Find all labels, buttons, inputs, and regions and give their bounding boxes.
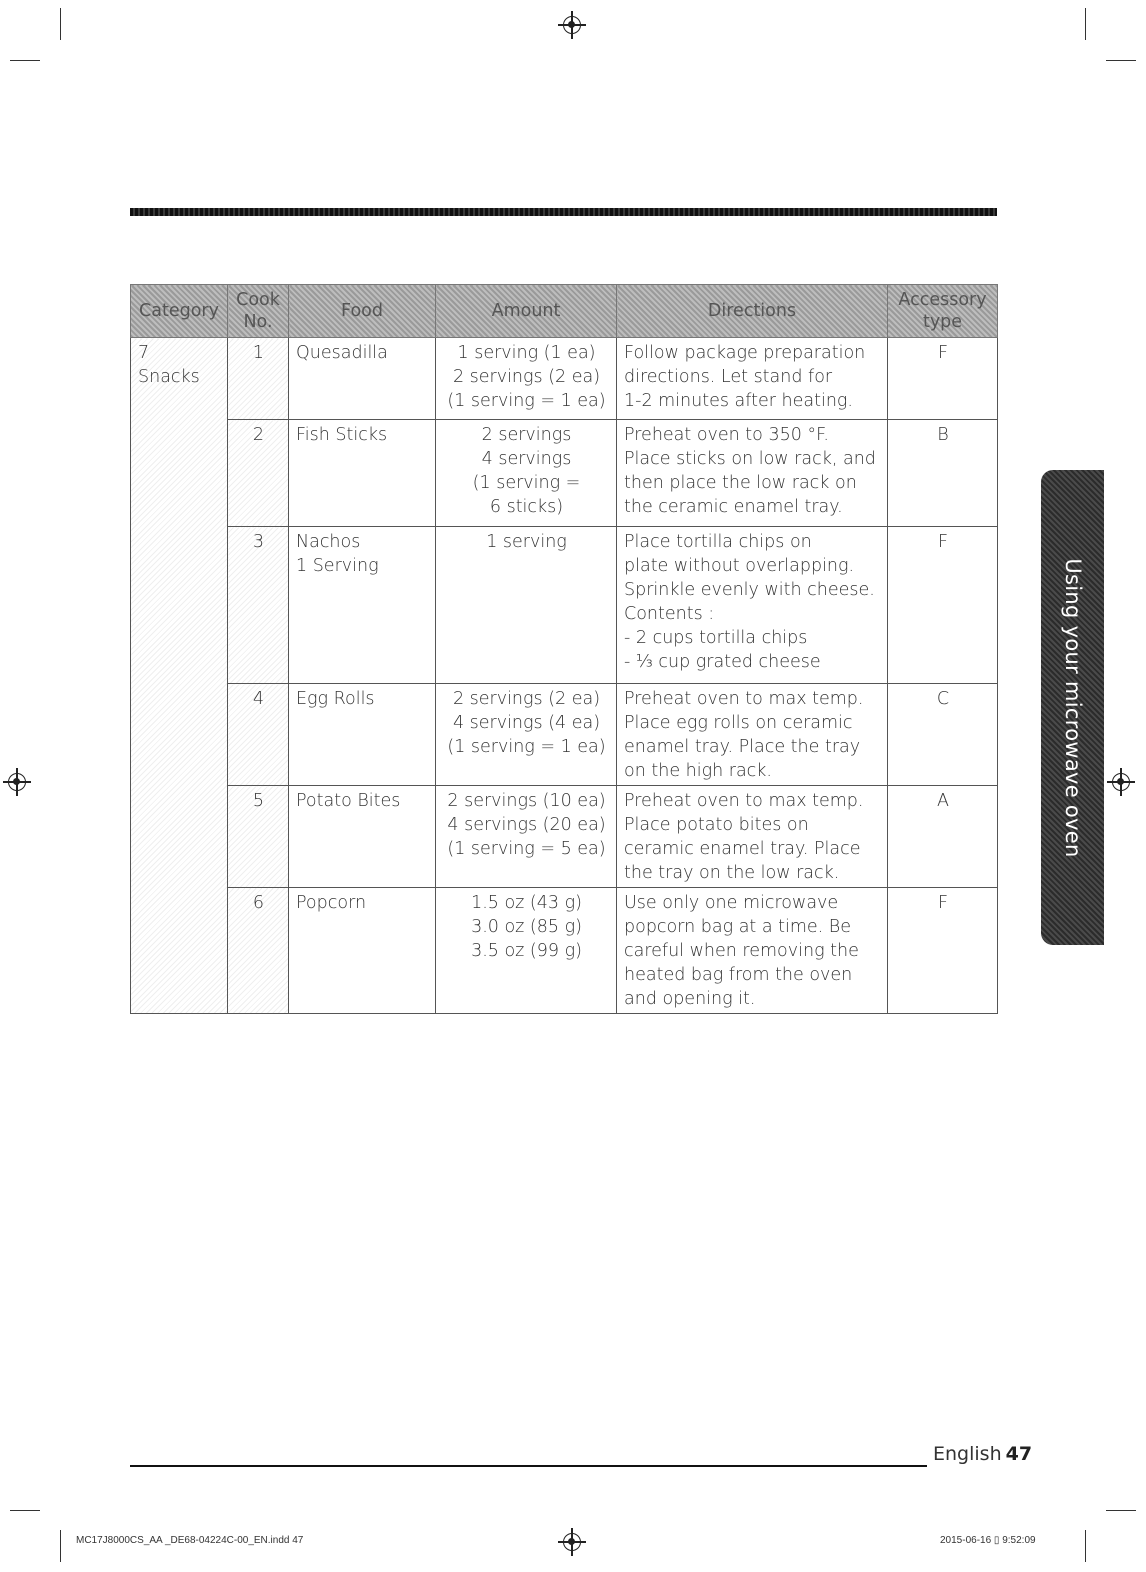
cook-no-cell: 5 <box>228 786 289 888</box>
table-row <box>131 420 998 527</box>
cook-no-cell: 3 <box>228 527 289 684</box>
header-amount: Amount <box>436 285 617 338</box>
amount-cell: 1.5 oz (43 g) 3.0 oz (85 g) 3.5 oz (99 g) <box>436 888 617 1014</box>
section-side-tab-label: Using your microwave oven <box>1060 557 1085 858</box>
cook-no-cell: 4 <box>228 684 289 786</box>
top-rule <box>130 208 997 216</box>
crop-mark <box>1085 8 1086 40</box>
table-row <box>131 684 998 786</box>
food-cell: Quesadilla <box>289 338 436 420</box>
page-footer <box>933 1443 1032 1465</box>
registration-mark-icon <box>1112 773 1130 791</box>
registration-mark-icon <box>563 1533 581 1551</box>
table-row <box>131 888 998 1014</box>
accessory-cell: F <box>888 527 998 684</box>
amount-cell: 1 serving (1 ea) 2 servings (2 ea) (1 serving = 1 ea) <box>436 338 617 420</box>
accessory-cell: A <box>888 786 998 888</box>
header-food: Food <box>289 285 436 338</box>
amount-cell: 1 serving <box>436 527 617 684</box>
directions-cell: Preheat oven to max temp. Place potato bites on ceramic enamel tray. Place the tray on the low rack. <box>617 786 888 888</box>
crop-mark <box>1106 60 1136 61</box>
accessory-cell: C <box>888 684 998 786</box>
footer-language: English <box>933 1443 1002 1465</box>
header-accessory-type: Accessory type <box>888 285 998 338</box>
crop-mark <box>10 60 40 61</box>
amount-cell: 2 servings 4 servings (1 serving = 6 sticks) <box>436 420 617 527</box>
food-cell: Potato Bites <box>289 786 436 888</box>
crop-mark <box>60 8 61 40</box>
directions-cell: Place tortilla chips on plate without overlapping. Sprinkle evenly with cheese. Contents : - 2 cups tortilla chips - ⅓ cup grated cheese <box>617 527 888 684</box>
directions-cell: Preheat oven to 350 °F. Place sticks on low rack, and then place the low rack on the ceramic enamel tray. <box>617 420 888 527</box>
directions-cell: Preheat oven to max temp. Place egg rolls on ceramic enamel tray. Place the tray on the high rack. <box>617 684 888 786</box>
food-cell: Popcorn <box>289 888 436 1014</box>
amount-cell: 2 servings (2 ea) 4 servings (4 ea) (1 serving = 1 ea) <box>436 684 617 786</box>
accessory-cell: B <box>888 420 998 527</box>
crop-mark <box>60 1530 61 1562</box>
cook-no-cell: 1 <box>228 338 289 420</box>
registration-mark-icon <box>8 773 26 791</box>
header-category: Category <box>131 285 228 338</box>
footer-rule <box>130 1465 927 1467</box>
header-directions: Directions <box>617 285 888 338</box>
accessory-cell: F <box>888 888 998 1014</box>
accessory-cell: F <box>888 338 998 420</box>
section-side-tab <box>1041 470 1104 945</box>
crop-mark <box>1085 1530 1086 1562</box>
directions-cell: Use only one microwave popcorn bag at a time. Be careful when removing the heated bag from the oven and opening it. <box>617 888 888 1014</box>
table-row <box>131 338 998 420</box>
cook-no-cell: 2 <box>228 420 289 527</box>
table-header-row <box>131 285 998 338</box>
cook-no-cell: 6 <box>228 888 289 1014</box>
food-cell: Nachos 1 Serving <box>289 527 436 684</box>
print-timestamp: 2015-06-16 ▯ 9:52:09 <box>940 1535 1036 1546</box>
crop-mark <box>10 1510 40 1511</box>
food-cell: Egg Rolls <box>289 684 436 786</box>
table-row <box>131 786 998 888</box>
registration-mark-icon <box>563 16 581 34</box>
cooking-guide-table <box>130 284 998 1014</box>
header-cook-no: Cook No. <box>228 285 289 338</box>
crop-mark <box>1106 1510 1136 1511</box>
category-cell: 7 Snacks <box>131 338 228 1014</box>
directions-cell: Follow package preparation directions. Let stand for 1-2 minutes after heating. <box>617 338 888 420</box>
food-cell: Fish Sticks <box>289 420 436 527</box>
table-row <box>131 527 998 684</box>
page-number: 47 <box>1005 1443 1033 1465</box>
amount-cell: 2 servings (10 ea) 4 servings (20 ea) (1 serving = 5 ea) <box>436 786 617 888</box>
print-file-info: MC17J8000CS_AA _DE68-04224C-00_EN.indd 47 <box>76 1535 304 1546</box>
